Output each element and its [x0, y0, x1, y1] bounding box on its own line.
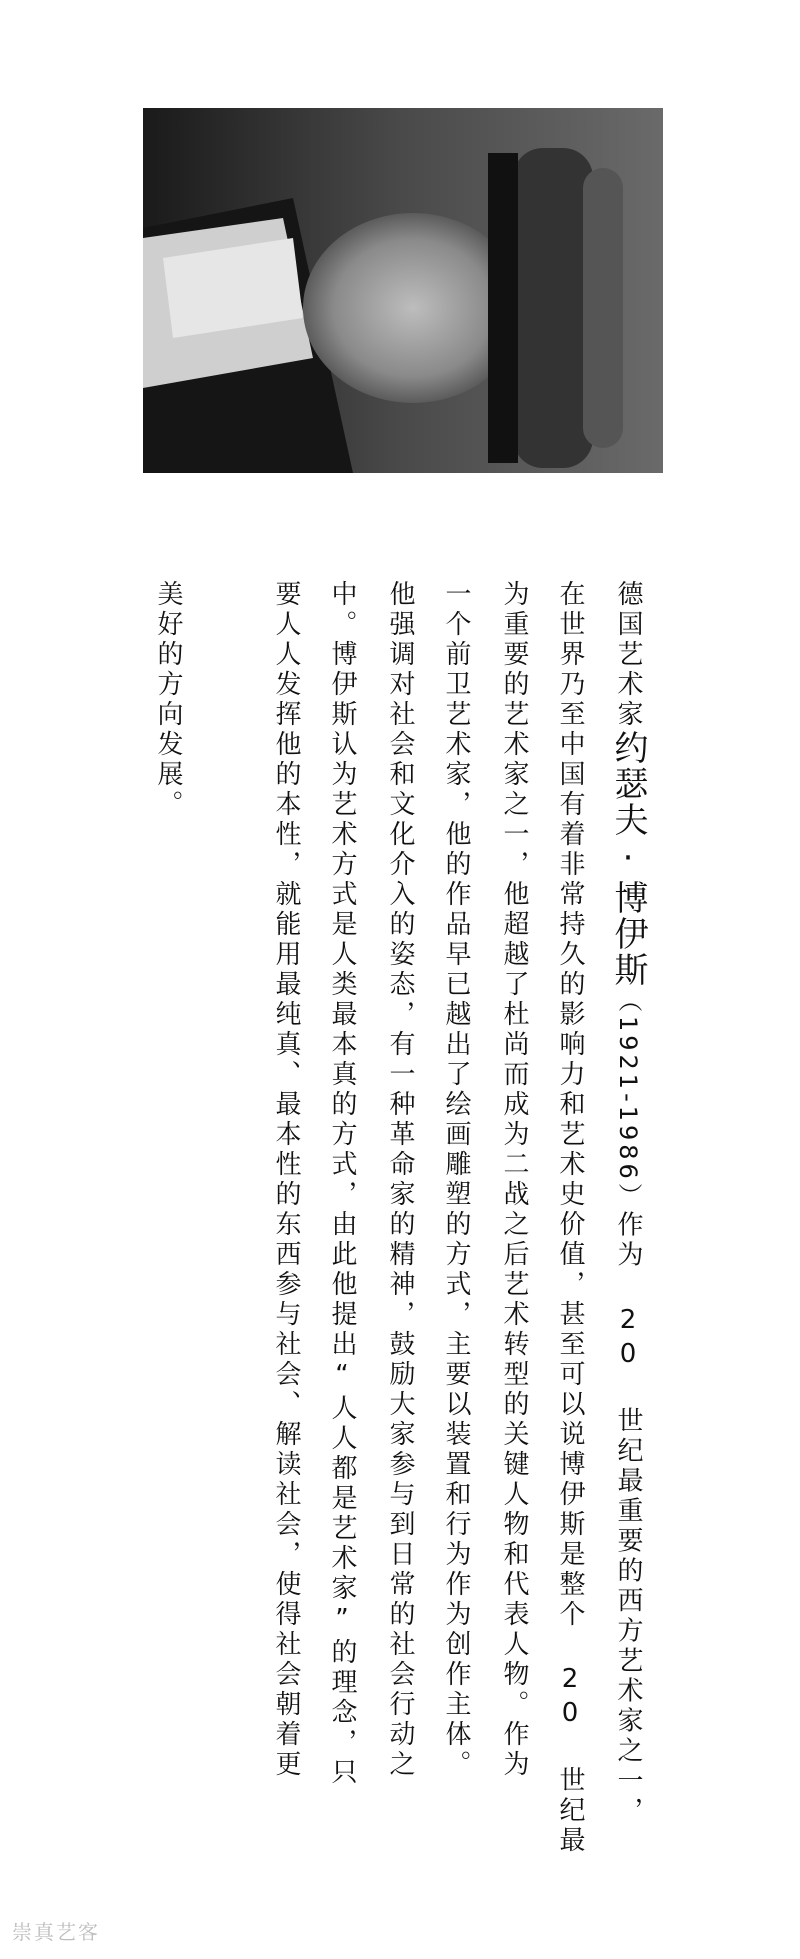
text-column-2: 在世界乃至中国有着非常持久的影响力和艺术史价值，甚至可以说博伊斯是整个 20 世纪最: [555, 580, 585, 1856]
portrait-photo: [143, 108, 663, 473]
text-column-3: 为重要的艺术家之一，他超越了杜尚而成为二战之后艺术转型的关键人物和代表人物。作为: [499, 580, 529, 1780]
text-column-6: 中。博伊斯认为艺术方式是人类最本真的方式，由此他提出“人人都是艺术家”的理念，只: [327, 580, 357, 1788]
text-column-1: [610, 580, 646, 1827]
text-column-8: 美好的方向发展。: [153, 580, 183, 820]
artist-dates: （1921-1986）: [614, 988, 642, 1211]
text-column-1-tail: 作为 20 世纪最重要的西方艺术家之一，: [613, 1210, 643, 1827]
text-column-4: 一个前卫艺术家，他的作品早已越出了绘画雕塑的方式，主要以装置和行为作为创作主体。: [441, 580, 471, 1780]
watermark: 崇真艺客: [12, 1920, 100, 1944]
text-column-7: 要人人发挥他的本性，就能用最纯真、最本性的东西参与社会、解读社会，使得社会朝着更: [271, 580, 301, 1780]
artist-name: 约瑟夫·博伊斯: [608, 730, 648, 988]
lead-text: 德国艺术家: [613, 580, 643, 730]
text-column-5: 他强调对社会和文化介入的姿态，有一种革命家的精神，鼓励大家参与到日常的社会行动之: [385, 580, 415, 1780]
portrait-illustration: [143, 108, 663, 473]
